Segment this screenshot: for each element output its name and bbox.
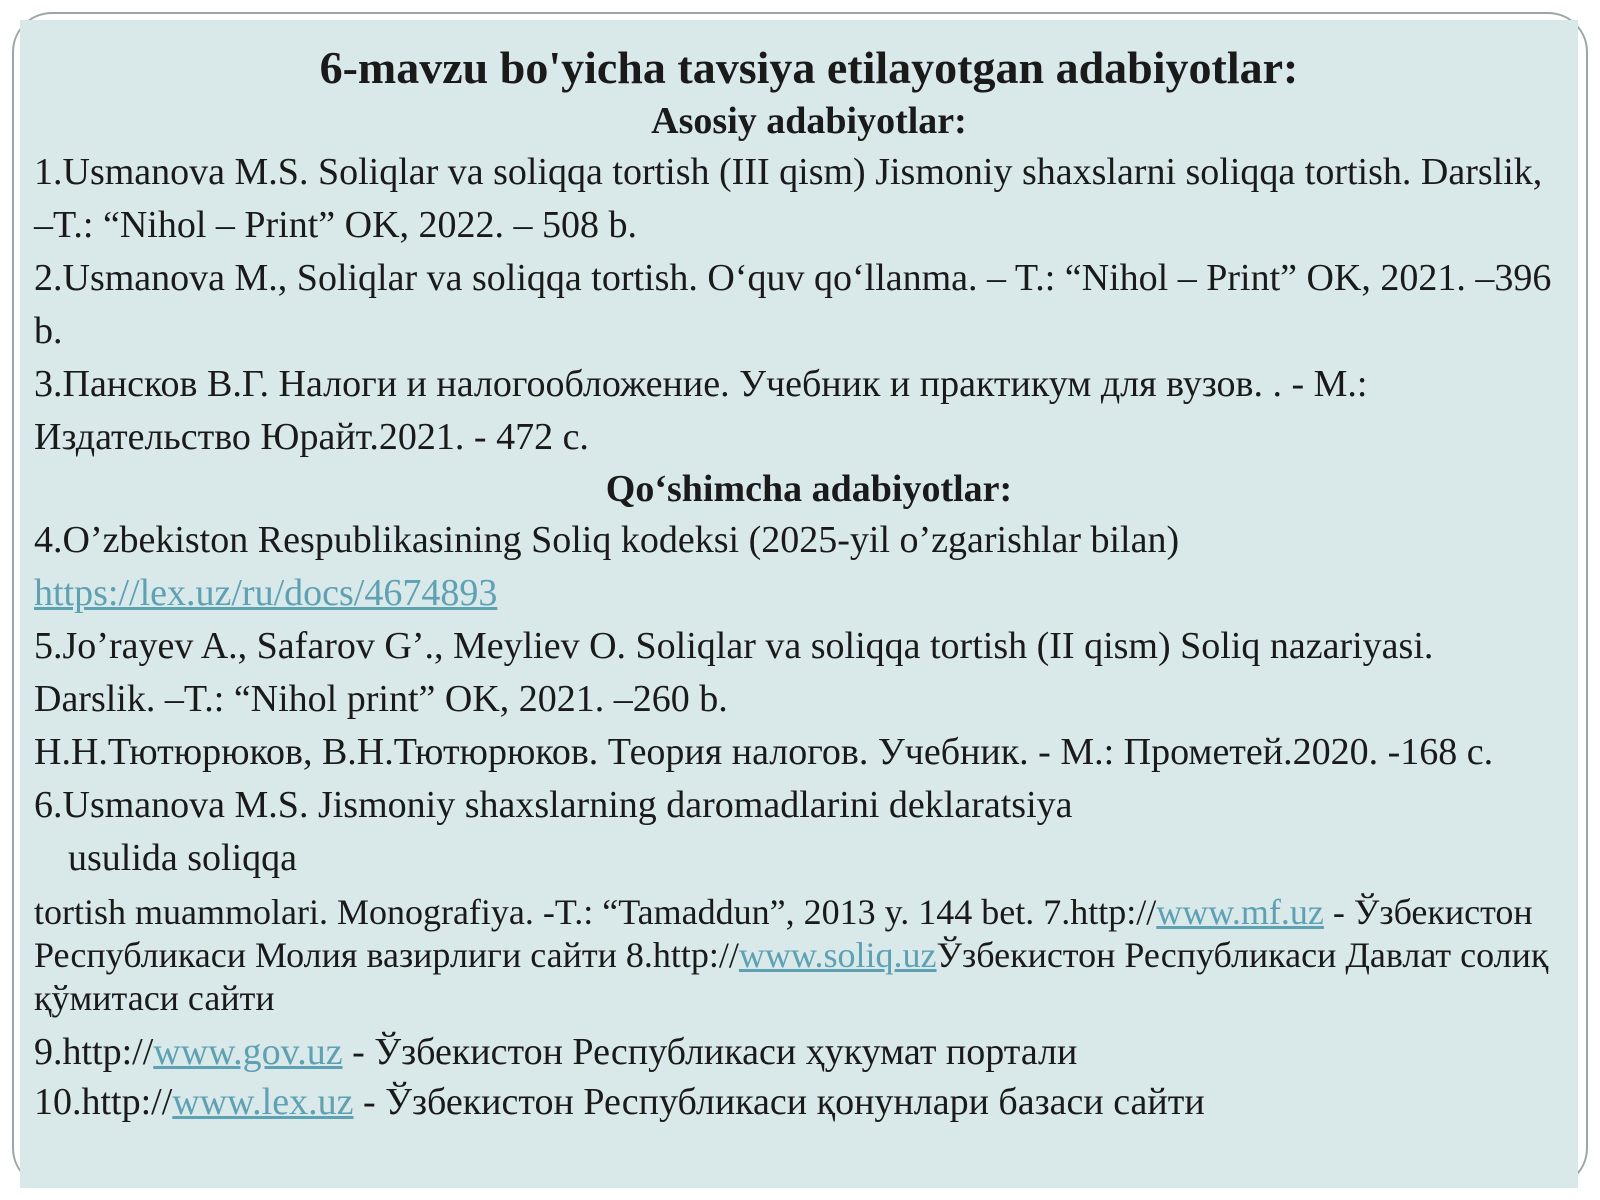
slide-panel: [20, 20, 1578, 1188]
reference-item-9-desc: - Ўзбекистон Республикаси ҳукумат портали: [342, 1031, 1078, 1073]
reference-item-6: [34, 779, 1554, 885]
reference-item-9-prefix: 9.http://: [34, 1031, 154, 1073]
reference-item-6-line-1: 6.Usmanova M.S. Jismoniy shaxslarning daromadlarini deklaratsiya: [34, 784, 1073, 826]
reference-items-6-8: [34, 891, 1554, 1020]
reference-item-8-desc: Ўзбекистон Республикаси Давлат солиқ қўмитаси сайти: [34, 935, 1549, 1018]
reference-item-5: 5.Jo’rayev A., Safarov G’., Meyliev O. Soliqlar va soliqqa tortish (II qism) Soliq nazariyasi. Darslik. –T.: “Nihol print” OK, 2021. –260 b.: [34, 625, 1434, 720]
reference-item-6-line-2: usulida soliqqa: [68, 837, 298, 879]
main-literature-heading: Asosiy adabiyotlar:: [651, 100, 967, 142]
reference-item-7-desc: - Ўзбекистон Республикаси Молия вазирлиги сайти 8.http://: [34, 892, 1533, 975]
reference-item-4-text: 4.O’zbekiston Respublikasining Soliq kodeksi (2025-yil o’zgarishlar bilan): [34, 519, 1180, 561]
gov-uz-link[interactable]: www.gov.uz: [153, 1031, 343, 1073]
reference-item-2: 2.Usmanova M., Soliqlar va soliqqa tortish. O‘quv qo‘llanma. – T.: “Nihol – Print” OK, 2021. –396 b.: [34, 257, 1552, 352]
reference-item-10: [34, 1079, 1554, 1125]
reference-item-6-line-3: tortish muammolari. Monografiya. -T.: “Tamaddun”, 2013 y. 144 bet. 7.http://: [34, 892, 1157, 932]
additional-literature-heading: Qo‘shimcha adabiyotlar:: [605, 468, 1013, 510]
slide-content: [34, 40, 1554, 1125]
reference-item-9: [34, 1026, 1554, 1079]
mf-uz-link[interactable]: www.mf.uz: [1156, 892, 1324, 932]
reference-item-10-prefix: 10.http://: [34, 1081, 173, 1123]
reference-item-unnumbered: Н.Н.Тютюрюков, В.Н.Тютюрюков. Теория налогов. Учебник. - М.: Прометей.2020. -168 с.: [34, 731, 1494, 773]
reference-item-4: [34, 514, 1554, 620]
reference-item-10-desc: - Ўзбекистон Республикаси қонунлари базаси сайти: [353, 1081, 1205, 1123]
reference-item-1: 1.Usmanova M.S. Soliqlar va soliqqa tortish (III qism) Jismoniy shaxslarni soliqqa tortish. Darslik, –T.: “Nihol – Print” OK, 2022. – 508 b.: [34, 151, 1543, 246]
lex-uz-link[interactable]: www.lex.uz: [172, 1081, 354, 1123]
soliq-uz-link[interactable]: www.soliq.uz: [738, 935, 937, 975]
page-title: 6-mavzu bo'yicha tavsiya etilayotgan adabiyotlar:: [319, 42, 1299, 93]
reference-item-3: 3.Пансков В.Г. Налоги и налогообложение. Учебник и практикум для вузов. . - М.: Издательство Юрайт.2021. - 472 с.: [34, 363, 1368, 458]
lex-docs-link[interactable]: https://lex.uz/ru/docs/4674893: [34, 572, 498, 614]
